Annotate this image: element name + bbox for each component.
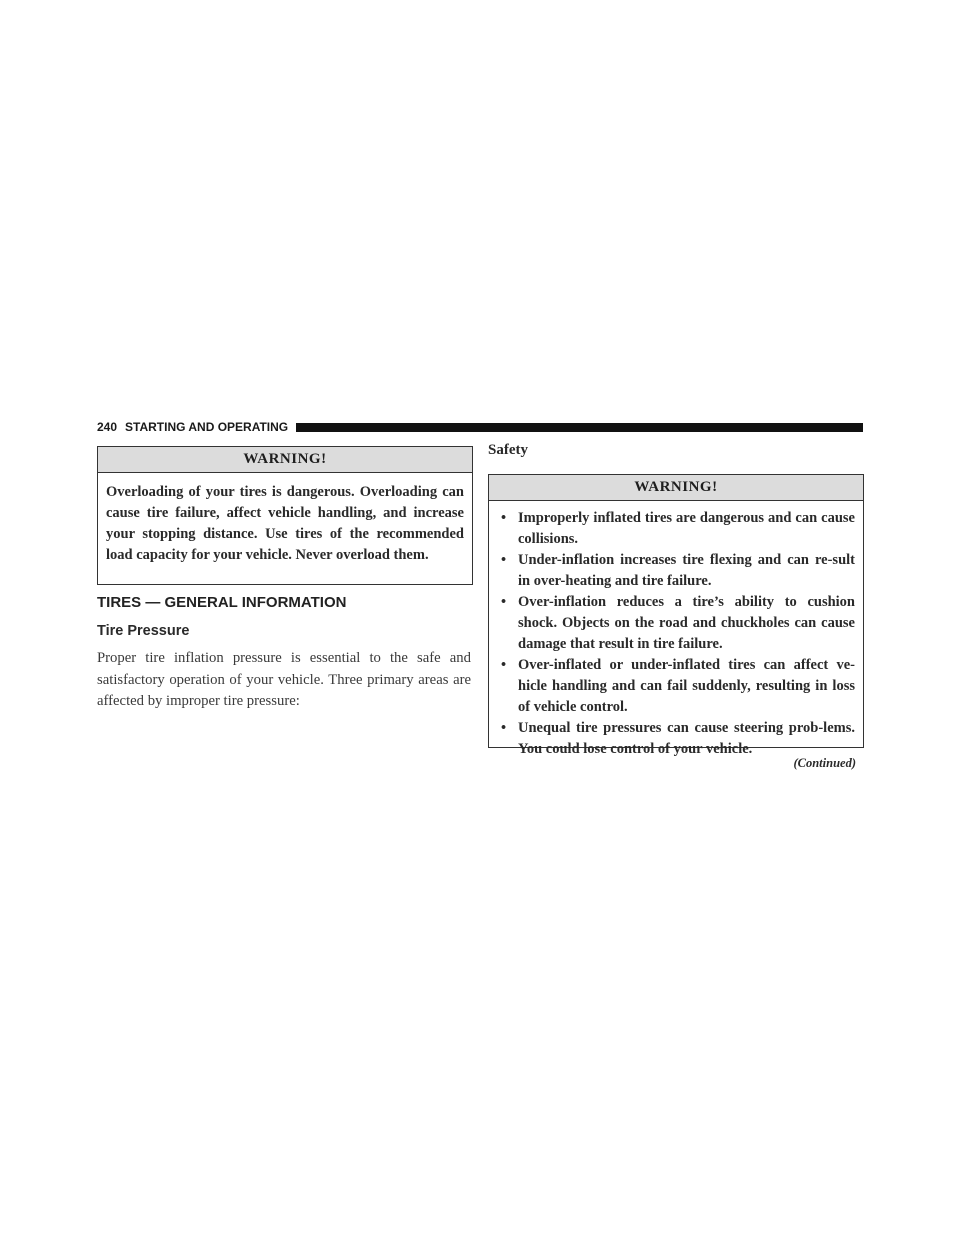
subsection-title: Tire Pressure [97, 623, 190, 639]
warning-list-item: • Over-inflation reduces a tire’s ability to cushion shock. Objects on the road and chuckholes can cause damage that result in tire failure. [497, 592, 855, 655]
page-header [97, 418, 863, 436]
warning-body [489, 501, 863, 760]
continued-note: (Continued) [793, 756, 856, 770]
safety-warning-box [488, 474, 864, 757]
page-number: 240 [97, 420, 118, 434]
warning-text: Overloading of your tires is dangerous. Overloading can cause tire failure, affect vehicle handling, and increase your stopping distance. Use tires of the recommended load capacity for your vehicle. Never overload them. [106, 484, 464, 563]
section-title: TIRES — GENERAL INFORMATION [97, 594, 347, 611]
header-rule [296, 423, 863, 432]
warning-heading: WARNING! [98, 447, 472, 473]
overloading-warning-box [97, 446, 473, 585]
section-name: STARTING AND OPERATING [125, 420, 289, 434]
warning-list-item: • Under-inflation increases tire flexing and can re-sult in over-heating and tire failure. [497, 550, 855, 592]
warning-list-item: • Over-inflated or under-inflated tires can affect ve-hicle handling and can fail suddenly, resulting in loss of vehicle control. [497, 655, 855, 718]
warning-list-item: • Improperly inflated tires are dangerous and can cause collisions. [497, 508, 855, 550]
safety-heading: Safety [488, 442, 528, 458]
warning-heading: WARNING! [489, 475, 863, 501]
warning-list-item: • Unequal tire pressures can cause steering prob-lems. You could lose control of your vehicle. [497, 718, 855, 760]
warning-list [497, 508, 855, 760]
tire-pressure-paragraph: Proper tire inflation pressure is essential to the safe and satisfactory operation of your vehicle. Three primary areas are affected by improper tire pressure: [97, 650, 471, 709]
